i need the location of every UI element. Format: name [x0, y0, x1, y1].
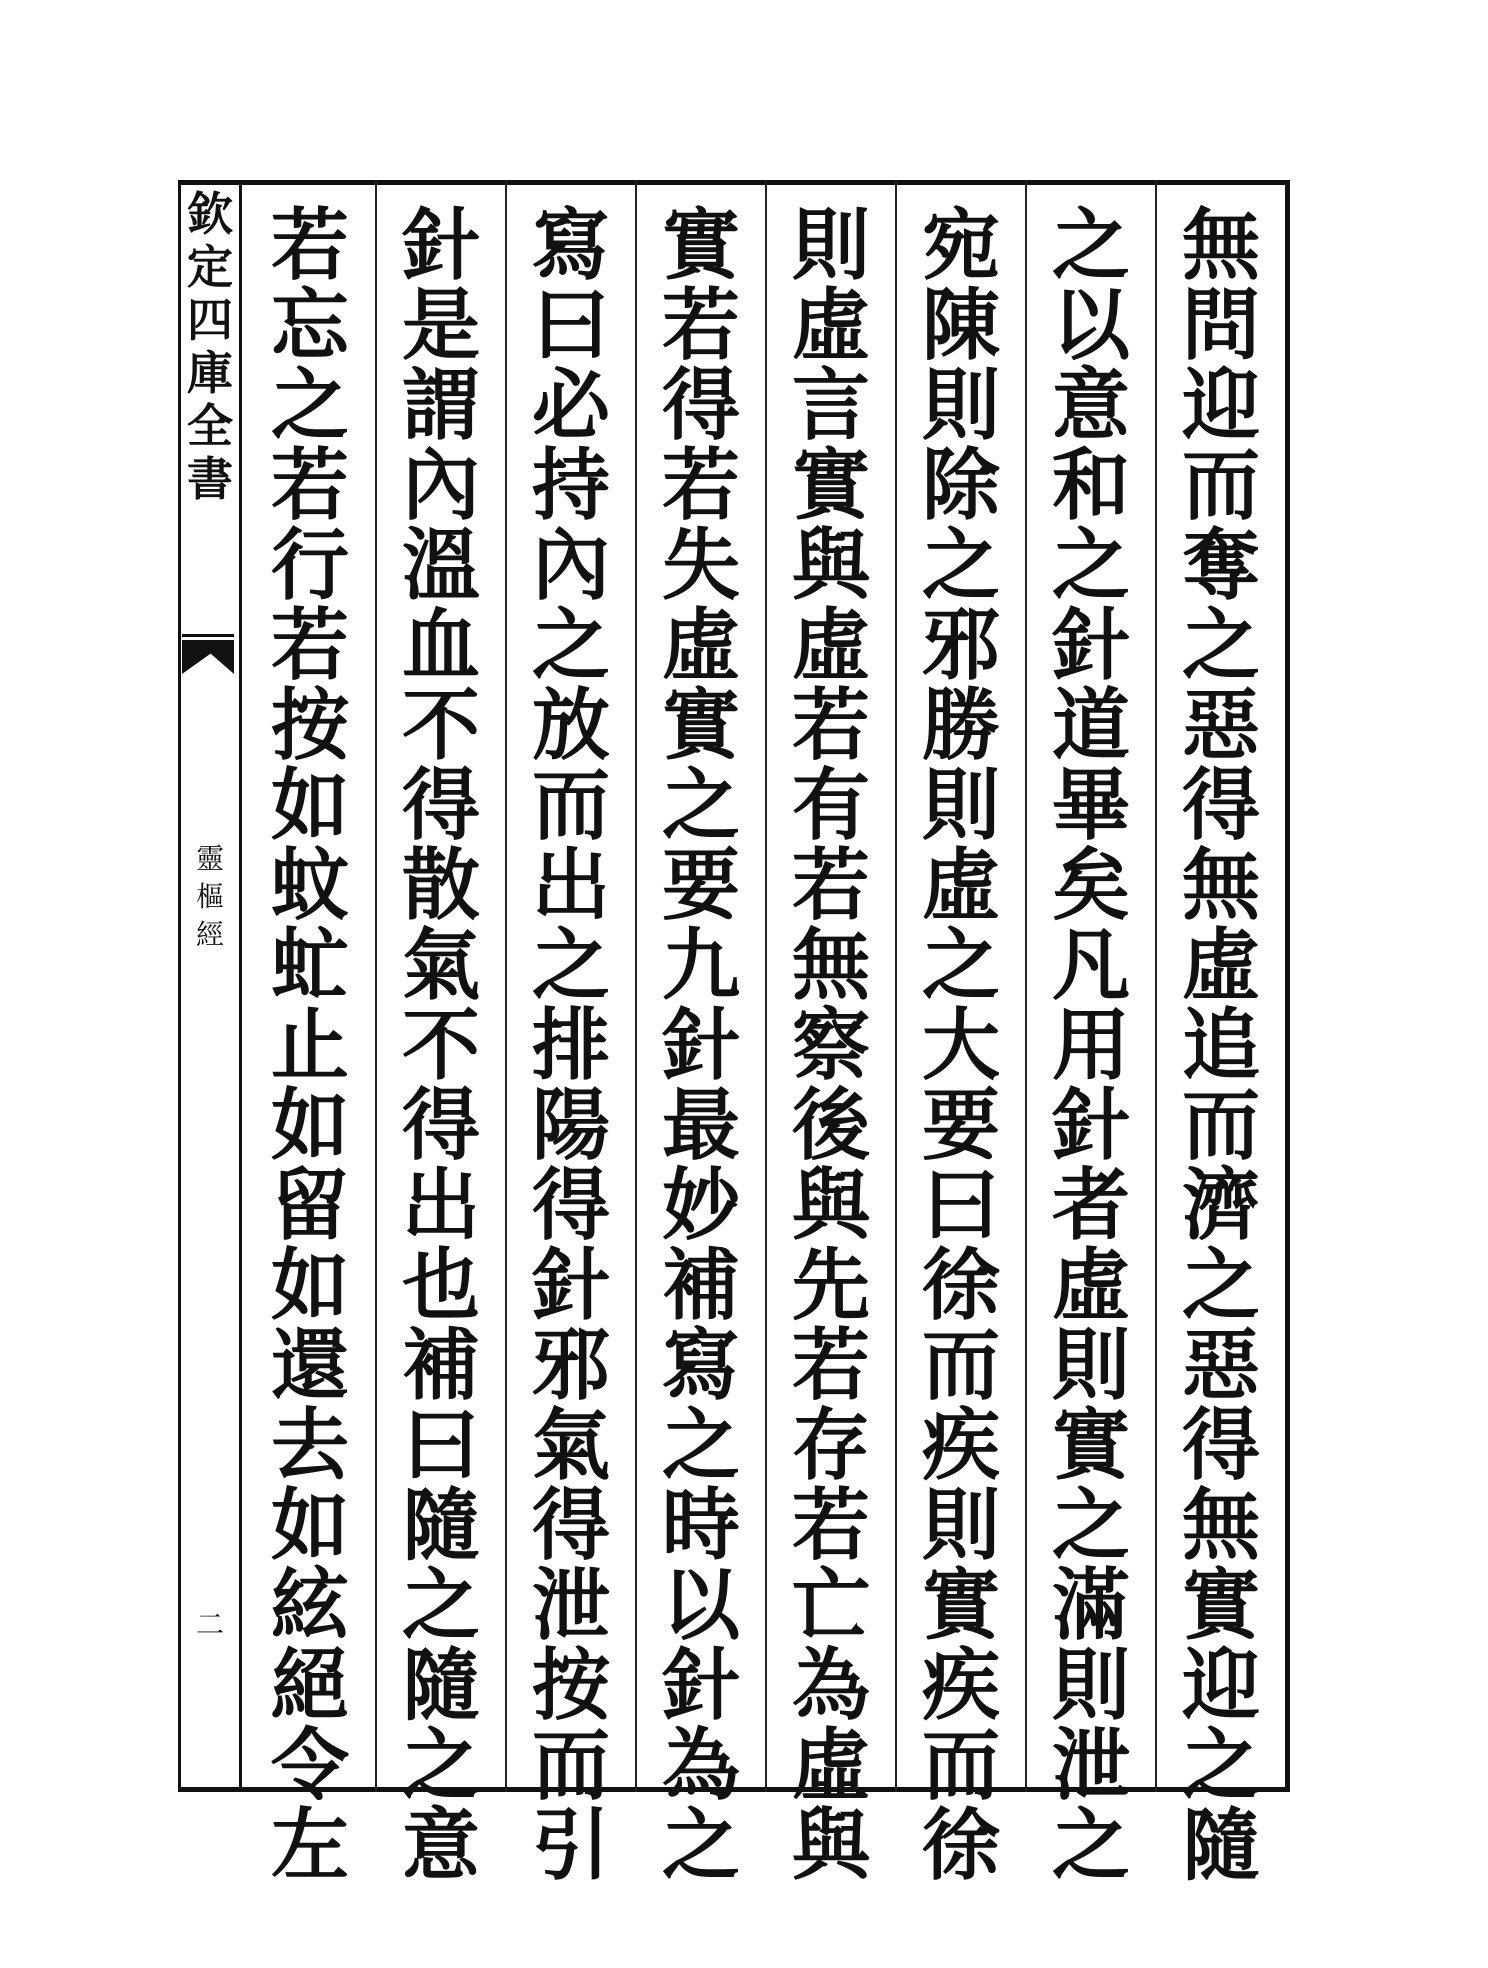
- character: 有: [791, 760, 870, 851]
- character: 散: [401, 840, 480, 931]
- character: 之: [1181, 1720, 1260, 1811]
- character: 妙: [661, 1160, 740, 1251]
- character: 針: [401, 200, 480, 291]
- character: 寫: [531, 200, 610, 291]
- character: 虻: [270, 920, 349, 1011]
- character: 最: [661, 1080, 740, 1171]
- character: 若: [791, 680, 870, 771]
- character: 經: [195, 918, 224, 951]
- character: 凡: [1051, 920, 1130, 1011]
- character: 實: [791, 440, 870, 531]
- character: 而: [921, 1320, 1000, 1411]
- character: 左: [270, 1800, 349, 1891]
- character: 寫: [661, 1320, 740, 1411]
- character: 則: [1051, 1320, 1130, 1411]
- text-column: [1155, 180, 1285, 1891]
- character: 留: [270, 1160, 349, 1251]
- character: 出: [401, 1160, 480, 1251]
- character: 陳: [921, 280, 1000, 371]
- character: 樞: [195, 880, 224, 913]
- character: 如: [270, 1240, 349, 1331]
- character: 之: [1051, 200, 1130, 291]
- character: 謂: [401, 360, 480, 451]
- character: 出: [531, 840, 610, 931]
- character: 勝: [921, 680, 1000, 771]
- character: 如: [270, 760, 349, 851]
- character: 邪: [921, 600, 1000, 691]
- character: 則: [1051, 1640, 1130, 1731]
- character: 令: [270, 1720, 349, 1811]
- character: 後: [791, 1080, 870, 1171]
- character: 九: [661, 920, 740, 1011]
- character: 得: [1181, 760, 1260, 851]
- character: 之: [661, 1800, 740, 1891]
- character: 大: [921, 1000, 1000, 1091]
- character: 靈: [195, 842, 224, 875]
- fishtail-mark: [182, 640, 234, 674]
- character: 曰: [531, 280, 610, 371]
- character: 針: [531, 1240, 610, 1331]
- character: 欽: [187, 187, 233, 241]
- character: 四: [187, 293, 233, 347]
- character: 補: [401, 1320, 480, 1411]
- character: 還: [270, 1320, 349, 1411]
- character: 用: [1051, 1000, 1130, 1091]
- character: 若: [791, 840, 870, 931]
- character: 迎: [1181, 1640, 1260, 1731]
- character: 滿: [1051, 1560, 1130, 1651]
- text-body: [242, 180, 1285, 1891]
- character: 針: [1051, 1080, 1130, 1171]
- page-number: [192, 1610, 228, 1640]
- character: 之: [1181, 600, 1260, 691]
- character: 之: [921, 520, 1000, 611]
- character: 二: [195, 1608, 224, 1641]
- character: 道: [1051, 680, 1130, 771]
- character: 虛: [791, 1720, 870, 1811]
- character: 之: [1051, 1800, 1130, 1891]
- character: 虛: [791, 280, 870, 371]
- character: 迎: [1181, 360, 1260, 451]
- character: 內: [401, 440, 480, 531]
- character: 惡: [1181, 680, 1260, 771]
- character: 之: [1181, 1240, 1260, 1331]
- text-column: [505, 180, 635, 1891]
- character: 問: [1181, 280, 1260, 371]
- character: 氣: [401, 920, 480, 1011]
- text-column: [245, 180, 375, 1891]
- character: 針: [661, 1640, 740, 1731]
- character: 虛: [921, 840, 1000, 931]
- character: 若: [791, 1480, 870, 1571]
- character: 惡: [1181, 1320, 1260, 1411]
- character: 實: [921, 1560, 1000, 1651]
- character: 時: [661, 1480, 740, 1571]
- character: 按: [531, 1640, 610, 1731]
- character: 而: [1181, 1080, 1260, 1171]
- character: 絃: [270, 1560, 349, 1651]
- character: 實: [661, 200, 740, 291]
- character: 虛: [1051, 1240, 1130, 1331]
- character: 實: [661, 680, 740, 771]
- character: 定: [187, 240, 233, 294]
- character: 則: [921, 760, 1000, 851]
- character: 補: [661, 1240, 740, 1331]
- character: 以: [1051, 280, 1130, 371]
- character: 畢: [1051, 760, 1130, 851]
- character: 不: [401, 680, 480, 771]
- character: 意: [401, 1800, 480, 1891]
- character: 按: [270, 680, 349, 771]
- character: 之: [1051, 1480, 1130, 1571]
- character: 氣: [531, 1400, 610, 1491]
- character: 行: [270, 520, 349, 611]
- character: 忘: [270, 280, 349, 371]
- character: 是: [401, 280, 480, 371]
- character: 追: [1181, 1000, 1260, 1091]
- character: 之: [921, 920, 1000, 1011]
- character: 泄: [1051, 1720, 1130, 1811]
- character: 矣: [1051, 840, 1130, 931]
- character: 虛: [791, 600, 870, 691]
- character: 之: [401, 1560, 480, 1651]
- character: 得: [401, 1080, 480, 1171]
- fishtail-rule: [182, 634, 234, 637]
- character: 則: [921, 360, 1000, 451]
- character: 若: [661, 440, 740, 531]
- character: 針: [661, 1000, 740, 1091]
- character: 之: [661, 760, 740, 851]
- character: 與: [791, 1160, 870, 1251]
- character: 而: [921, 1720, 1000, 1811]
- character: 為: [791, 1640, 870, 1731]
- character: 止: [270, 1000, 349, 1091]
- character: 徐: [921, 1800, 1000, 1891]
- character: 無: [791, 920, 870, 1011]
- text-column: [1025, 180, 1155, 1891]
- center-strip: [178, 180, 242, 1792]
- character: 不: [401, 1000, 480, 1091]
- character: 意: [1051, 360, 1130, 451]
- character: 排: [531, 1000, 610, 1091]
- character: 如: [270, 1080, 349, 1171]
- character: 全: [187, 399, 233, 453]
- character: 與: [791, 1800, 870, 1891]
- character: 而: [1181, 440, 1260, 531]
- character: 無: [1181, 200, 1260, 291]
- character: 疾: [921, 1640, 1000, 1731]
- text-column: [895, 180, 1025, 1891]
- character: 之: [531, 920, 610, 1011]
- character: 必: [531, 360, 610, 451]
- character: 持: [531, 440, 610, 531]
- character: 隨: [401, 1480, 480, 1571]
- character: 若: [270, 600, 349, 691]
- character: 虛: [661, 600, 740, 691]
- character: 隨: [401, 1640, 480, 1731]
- character: 則: [791, 200, 870, 291]
- character: 得: [531, 1480, 610, 1571]
- character: 除: [921, 440, 1000, 531]
- character: 之: [1051, 520, 1130, 611]
- character: 失: [661, 520, 740, 611]
- character: 為: [661, 1720, 740, 1811]
- character: 放: [531, 680, 610, 771]
- character: 若: [270, 440, 349, 531]
- character: 亡: [791, 1560, 870, 1651]
- character: 之: [270, 360, 349, 451]
- character: 無: [1181, 1480, 1260, 1571]
- character: 之: [531, 600, 610, 691]
- book-title: [192, 840, 228, 954]
- character: 則: [921, 1480, 1000, 1571]
- character: 邪: [531, 1320, 610, 1411]
- character: 要: [921, 1080, 1000, 1171]
- character: 蚊: [270, 840, 349, 931]
- character: 曰: [401, 1400, 480, 1491]
- text-column: [635, 180, 765, 1891]
- character: 奪: [1181, 520, 1260, 611]
- character: 先: [791, 1240, 870, 1331]
- character: 得: [661, 360, 740, 451]
- character: 察: [791, 1000, 870, 1091]
- character: 和: [1051, 440, 1130, 531]
- character: 以: [661, 1560, 740, 1651]
- character: 血: [401, 600, 480, 691]
- text-column: [375, 180, 505, 1891]
- character: 得: [1181, 1400, 1260, 1491]
- character: 得: [531, 1160, 610, 1251]
- character: 而: [531, 760, 610, 851]
- character: 實: [1181, 1560, 1260, 1651]
- character: 若: [270, 200, 349, 291]
- character: 書: [187, 452, 233, 506]
- character: 若: [661, 280, 740, 371]
- character: 庫: [187, 346, 233, 400]
- character: 要: [661, 840, 740, 931]
- character: 者: [1051, 1160, 1130, 1251]
- character: 疾: [921, 1400, 1000, 1491]
- character: 之: [661, 1400, 740, 1491]
- character: 也: [401, 1240, 480, 1331]
- character: 虛: [1181, 920, 1260, 1011]
- character: 之: [401, 1720, 480, 1811]
- character: 實: [1051, 1400, 1130, 1491]
- character: 無: [1181, 840, 1260, 931]
- character: 陽: [531, 1080, 610, 1171]
- character: 與: [791, 520, 870, 611]
- character: 針: [1051, 600, 1130, 691]
- character: 去: [270, 1400, 349, 1491]
- character: 而: [531, 1720, 610, 1811]
- character: 如: [270, 1480, 349, 1571]
- text-column: [765, 180, 895, 1891]
- character: 得: [401, 760, 480, 851]
- character: 若: [791, 1320, 870, 1411]
- character: 徐: [921, 1240, 1000, 1331]
- character: 絕: [270, 1640, 349, 1731]
- character: 隨: [1181, 1800, 1260, 1891]
- character: 濟: [1181, 1160, 1260, 1251]
- character: 引: [531, 1800, 610, 1891]
- character: 內: [531, 520, 610, 611]
- character: 曰: [921, 1160, 1000, 1251]
- character: 溫: [401, 520, 480, 611]
- collection-title: [186, 188, 234, 506]
- character: 言: [791, 360, 870, 451]
- character: 存: [791, 1400, 870, 1491]
- character: 宛: [921, 200, 1000, 291]
- character: 泄: [531, 1560, 610, 1651]
